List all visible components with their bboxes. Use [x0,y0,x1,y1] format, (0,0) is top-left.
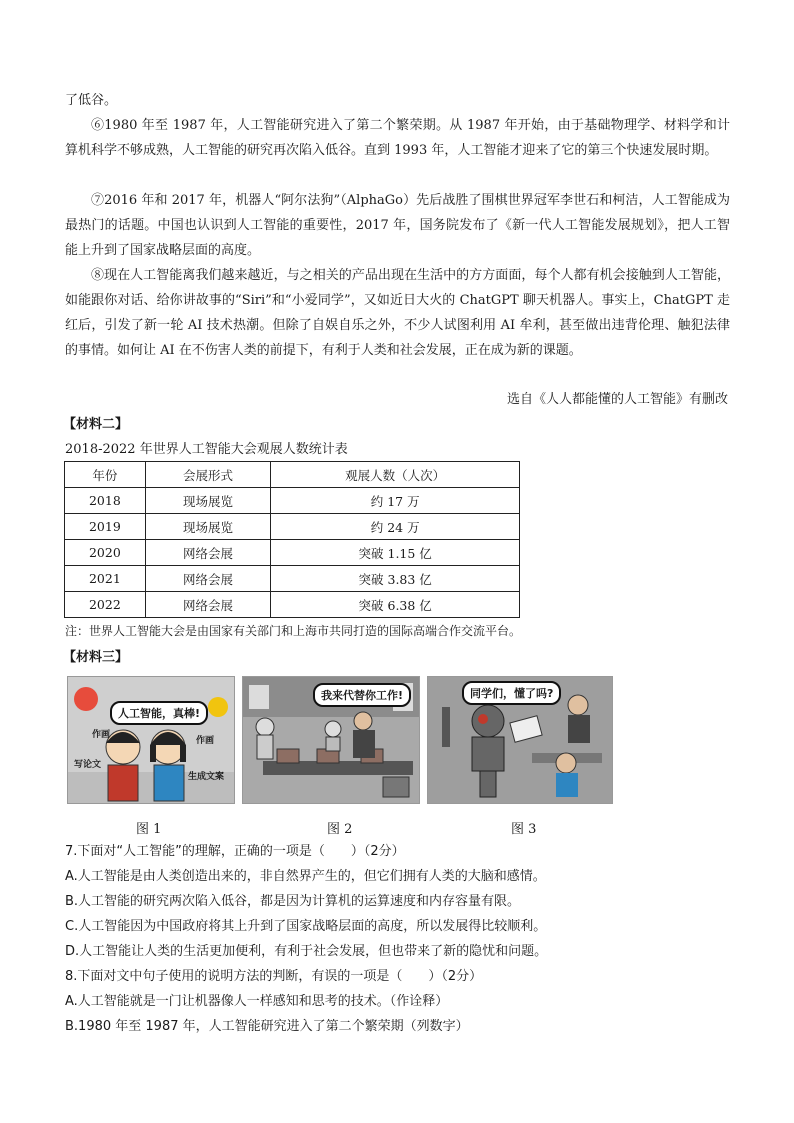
question-7-option-b: B.人工智能的研究两次陷入低谷，都是因为计算机的运算速度和内存容量有限。 [65,894,521,909]
table-header: 年份 [65,462,146,488]
paragraph-fragment: 了低谷。 [65,93,118,108]
table-row [65,592,520,618]
table-row [65,514,520,540]
figure-2-image [242,676,420,804]
figure-1-word: 生成文案 [188,772,225,782]
figure-3-image [427,676,613,804]
figure-1-word: 作画 [196,736,215,746]
table-row [65,488,520,514]
table-cell: 突破 6.38 亿 [271,592,520,618]
paragraph-7: ⑦2016 年和 2017 年，机器人“阿尔法狗”（AlphaGo）先后战胜了围棋世界冠军李世石和柯洁，人工智能成为最热门的话题。中国也认识到人工智能的重要性，2017 年，国务院发布了《新一代人工智能发展规划》，把人工智能上升到了国家战略层面的高度。 [65,193,730,258]
figure-2-speech-bubble: 我来代替你工作! [313,683,411,707]
table-cell: 2020 [65,540,146,566]
figure-1-label: 图 1 [136,822,162,837]
paragraph-6: ⑥1980 年至 1987 年，人工智能研究进入了第二个繁荣期。从 1987 年开始，由于基础物理学、材料学和计算机科学不够成熟，人工智能的研究再次陷入低谷。直到 1993 年，人工智能才迎来了它的第三个快速发展时期。 [65,118,730,158]
table-cell: 突破 1.15 亿 [271,540,520,566]
figure-1-word: 写论文 [74,760,102,770]
paragraph-8: ⑧现在人工智能离我们越来越近，与之相关的产品出现在生活中的方方面面，每个人都有机会接触到人工智能，如能跟你对话、给你讲故事的“Siri”和“小爱同学”，又如近日大火的 ChatGPT 聊天机器人。事实上，ChatGPT 走红后，引发了新一轮 AI 技术热潮。但除了自娱自乐之外，不少人试图利用 AI 牟利，甚至做出违背伦理、触犯法律的事情。如何让 AI 在不伤害人类的前提下，有利于人类和社会发展，正在成为新的课题。 [65,268,730,358]
table-cell: 网络会展 [145,540,271,566]
table-note: 注：世界人工智能大会是由国家有关部门和上海市共同打造的国际高端合作交流平台。 [65,624,522,638]
table-row [65,566,520,592]
figure-1-speech-bubble: 人工智能，真棒! [110,701,208,725]
material-3-heading: 【材料三】 [63,650,129,665]
question-7-option-d: D.人工智能让人类的生活更加便利，有利于社会发展，但也带来了新的隐忧和问题。 [65,944,548,959]
table-header: 会展形式 [145,462,271,488]
table-cell: 约 17 万 [271,488,520,514]
table-cell: 2018 [65,488,146,514]
source-note: 选自《人人都能懂的人工智能》有删改 [506,392,728,407]
question-8: 8.下面对文中句子使用的说明方法的判断，有误的一项是（ ）（2分） [65,969,483,984]
table-cell: 2021 [65,566,146,592]
question-8-option-b: B.1980 年至 1987 年，人工智能研究进入了第二个繁荣期（列数字） [65,1019,469,1034]
table-cell: 突破 3.83 亿 [271,566,520,592]
table-cell: 约 24 万 [271,514,520,540]
table-cell: 2019 [65,514,146,540]
figure-3-label: 图 3 [511,822,537,837]
table-cell: 2022 [65,592,146,618]
table-header: 观展人数（人次） [271,462,520,488]
table-header-row [65,462,520,488]
figure-3-speech-bubble: 同学们，懂了吗? [462,681,561,705]
question-7: 7.下面对“人工智能”的理解，正确的一项是（ ）（2分） [65,844,405,859]
question-7-option-a: A.人工智能是由人类创造出来的，非自然界产生的，但它们拥有人类的大脑和感情。 [65,869,546,884]
table-cell: 现场展览 [145,514,271,540]
table-cell: 网络会展 [145,592,271,618]
table-row [65,540,520,566]
figure-2-label: 图 2 [327,822,353,837]
question-8-option-a: A.人工智能就是一门让机器像人一样感知和思考的技术。（作诠释） [65,994,449,1009]
figure-1-image [67,676,235,804]
material-2-heading: 【材料二】 [63,417,129,432]
visitor-table [64,461,520,618]
table-cell: 现场展览 [145,488,271,514]
table-cell: 网络会展 [145,566,271,592]
table-title: 2018-2022 年世界人工智能大会观展人数统计表 [65,442,348,457]
question-7-option-c: C.人工智能因为中国政府将其上升到了国家战略层面的高度，所以发展得比较顺利。 [65,919,547,934]
figure-1-word: 作画 [92,730,111,740]
